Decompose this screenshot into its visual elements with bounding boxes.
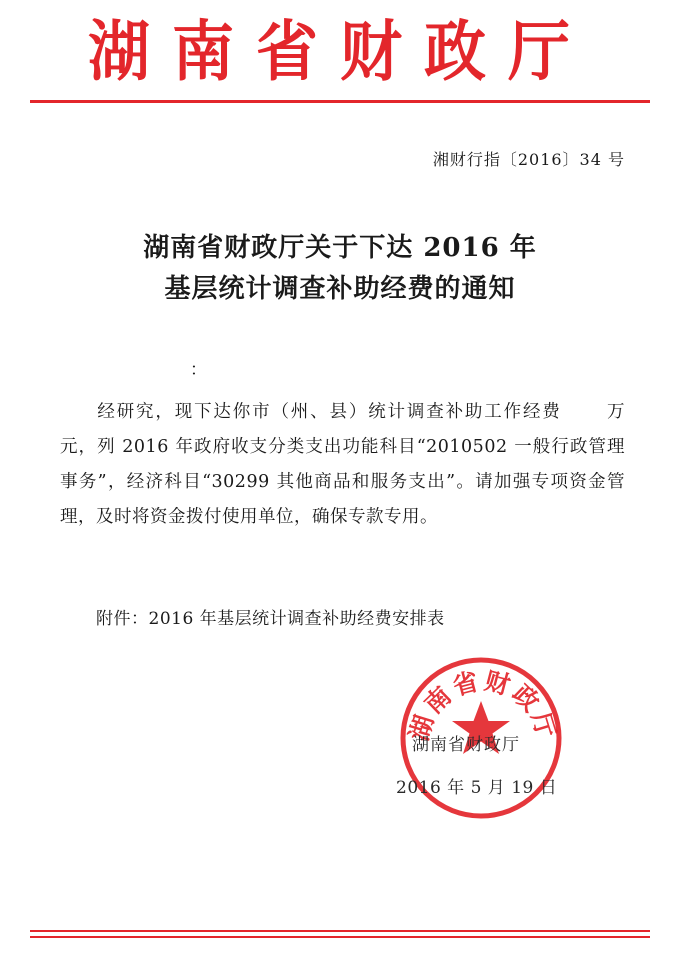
body-part1: 经研究，现下达你市（州、县）统计调查补助工作经费: [96, 402, 562, 422]
masthead-title: 湖南省财政厅: [87, 13, 592, 90]
body-unit: 万: [605, 402, 626, 422]
document-number: 湘财行指〔2016〕34 号: [432, 150, 625, 169]
signature-date: 2016 年 5 月 19 日: [396, 778, 558, 798]
footer-divider-2: [30, 936, 650, 938]
masthead-divider: [30, 100, 650, 103]
footer-divider-1: [30, 930, 650, 932]
attachment-line: 附件：2016 年基层统计调查补助经费安排表: [96, 609, 445, 629]
signature-organization: 湖南省财政厅: [412, 735, 520, 755]
body-part2: 元，列 2016 年政府收支分类支出功能科目“2010502 一般行政管理事务”，经济科目“30299 其他商品和服务支出”。请加强专项资金管理，及时将资金拨付使用单位，确保专款专用。: [60, 437, 625, 527]
document-title-line1: 湖南省财政厅关于下达 2016 年: [143, 233, 537, 263]
body-paragraph: [60, 395, 625, 535]
salutation: ：: [190, 360, 207, 380]
seal-text: 湖南省财政厅: [404, 665, 562, 745]
document-title-line2: 基层统计调查补助经费的通知: [164, 274, 516, 304]
